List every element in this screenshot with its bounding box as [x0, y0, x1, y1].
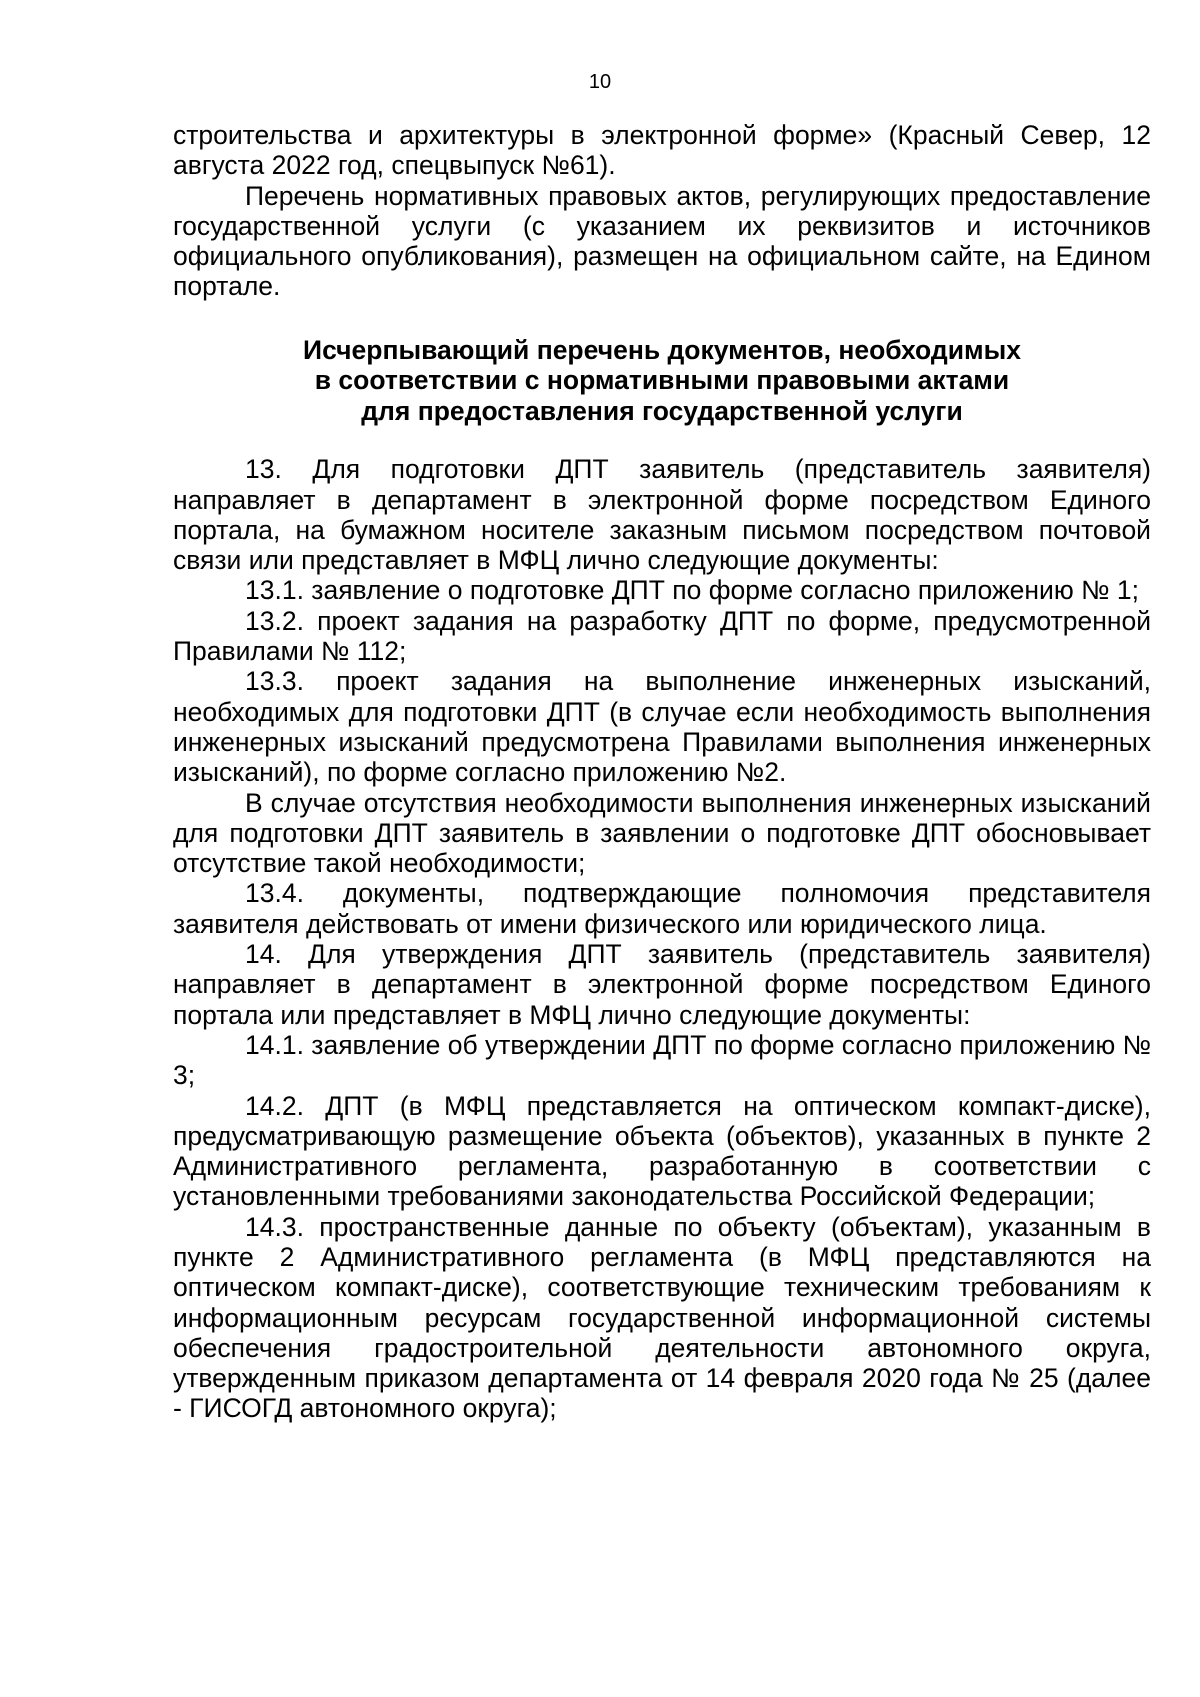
document-body [173, 120, 1151, 1424]
paragraph-14: 14. Для утверждения ДПТ заявитель (представитель заявителя) направляет в департамент в электронной форме посредством Единого портала или представляет в МФЦ лично следующие документы: [173, 939, 1151, 1030]
paragraph-13-2: 13.2. проект задания на разработку ДПТ по форме, предусмотренной Правилами № 112; [173, 605, 1151, 667]
intro-paragraph-2: Перечень нормативных правовых актов, регулирующих предоставление государственной услуги (с указанием их реквизитов и источников официального опубликования), размещен на официальном сайте, на Едином портале. [173, 180, 1151, 302]
paragraph-13: 13. Для подготовки ДПТ заявитель (представитель заявителя) направляет в департамент в электронной форме посредством Единого портала, на бумажном носителе заказным письмом посредством почтовой связи или представляет в МФЦ лично следующие документы: [173, 454, 1151, 576]
section-heading-line-3: для предоставления государственной услуги [361, 395, 963, 426]
paragraph-13-1: 13.1. заявление о подготовке ДПТ по форме согласно приложению № 1; [245, 575, 1139, 606]
intro-paragraph-1: строительства и архитектуры в электронной форме» (Красный Север, 12 августа 2022 год, спецвыпуск №61). [173, 120, 1151, 181]
paragraph-13-3-note: В случае отсутствия необходимости выполнения инженерных изысканий для подготовки ДПТ заявитель в заявлении о подготовке ДПТ обосновывает отсутствие такой необходимости; [173, 787, 1151, 879]
paragraph-13-4: 13.4. документы, подтверждающие полномочия представителя заявителя действовать от имени физического или юридического лица. [173, 878, 1151, 939]
section-heading-line-1: Исчерпывающий перечень документов, необходимых [303, 334, 1021, 365]
paragraph-14-1: 14.1. заявление об утверждении ДПТ по форме согласно приложению № 3; [173, 1029, 1152, 1091]
page-number: 10 [588, 71, 612, 93]
section-heading-line-2: в соответствии с нормативными правовыми актами [314, 365, 1010, 396]
section-heading [173, 335, 1151, 427]
paragraph-14-2: 14.2. ДПТ (в МФЦ представляется на оптическом компакт-диске), предусматривающую размещение объекта (объектов), указанных в пункте 2 Административного регламента, разработанную в соответствии с установленными требованиями законодательства Российской Федерации; [173, 1090, 1151, 1212]
paragraph-13-3: 13.3. проект задания на выполнение инженерных изысканий, необходимых для подготовки ДПТ (в случае если необходимость выполнения инженерных изысканий предусмотрена Правилами выполнения инженерных изысканий), по форме согласно приложению №2. [173, 666, 1151, 788]
paragraph-14-3: 14.3. пространственные данные по объекту (объектам), указанным в пункте 2 Административного регламента (в МФЦ представляются на оптическом компакт-диске), соответствующие техническим требованиям к информационным ресурсам государственной информационной системы обеспечения градостроительной деятельности автономного округа, утвержденным приказом департамента от 14 февраля 2020 года № 25 (далее - ГИСОГД автономного округа); [173, 1211, 1151, 1424]
